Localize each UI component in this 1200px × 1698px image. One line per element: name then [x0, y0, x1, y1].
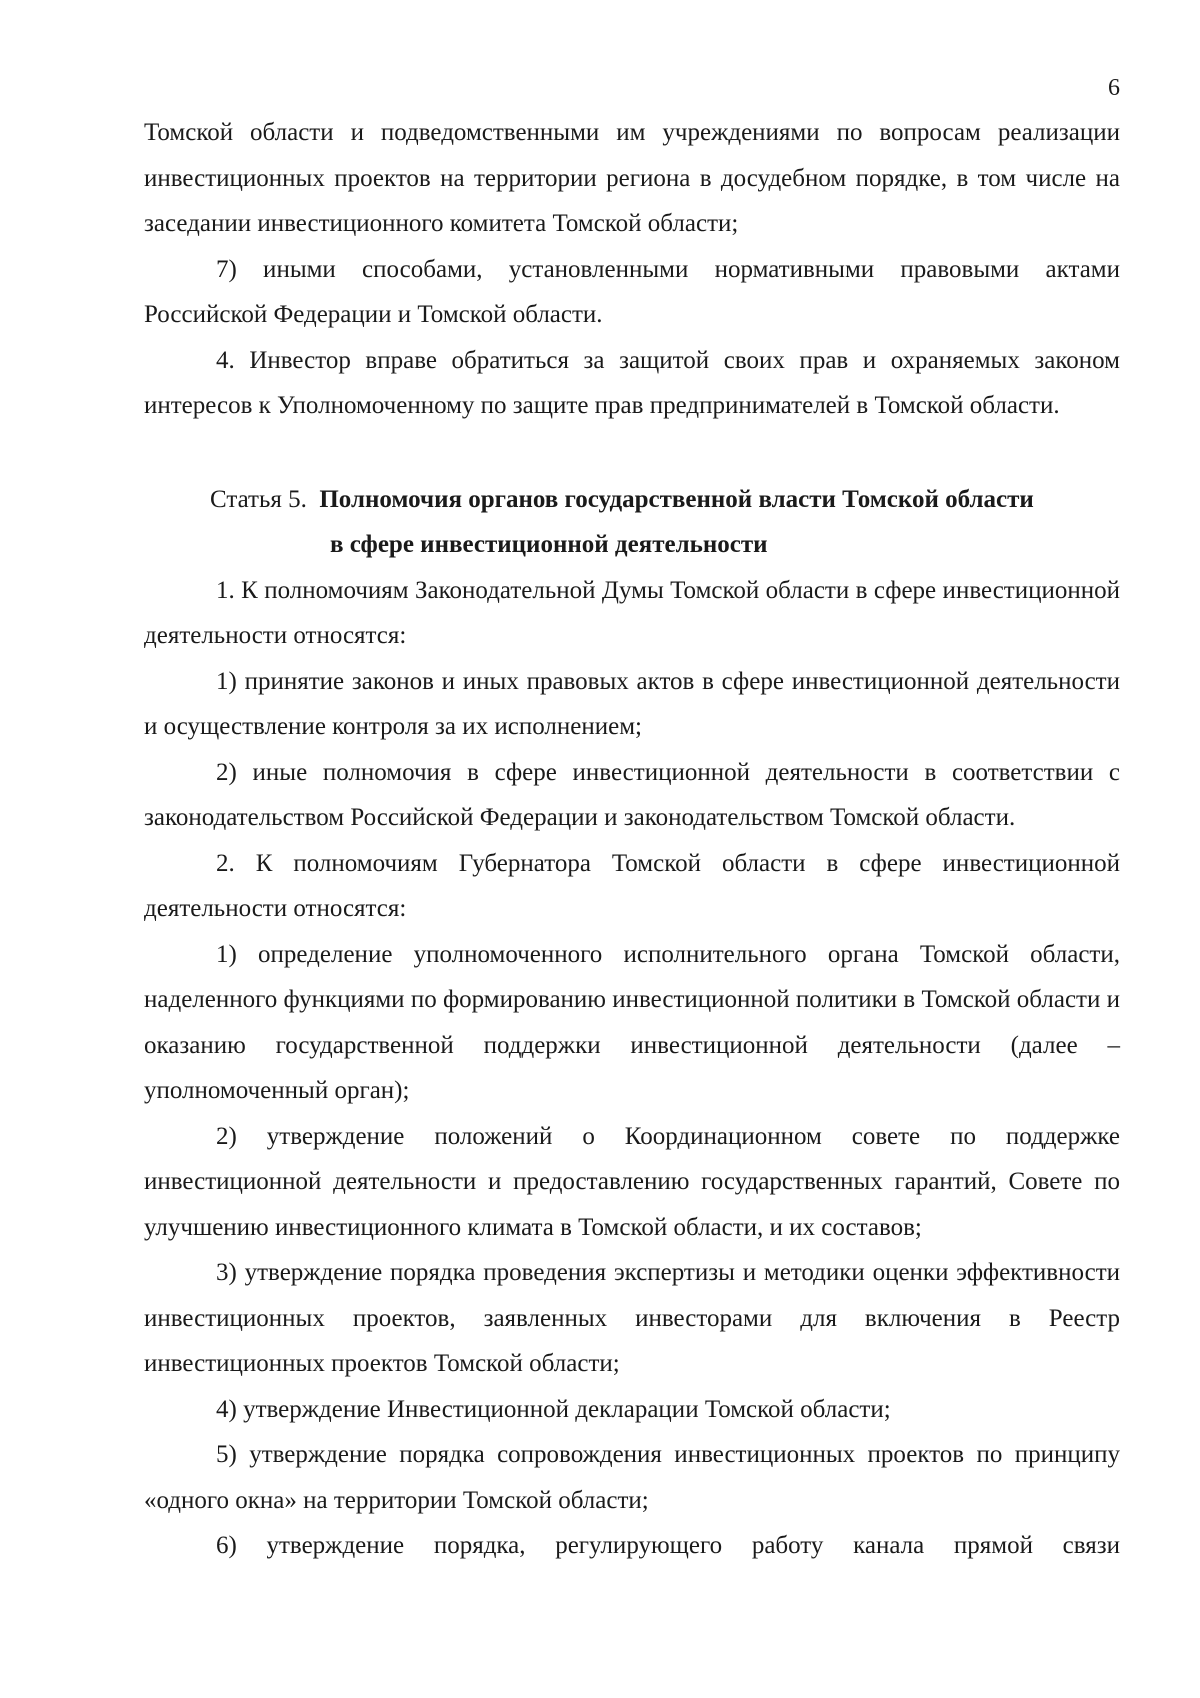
- paragraph: 2) утверждение положений о Координационном совете по поддержке инвестиционной деятельности и предоставлению государственных гарантий, Совете по улучшению инвестиционного климата в Томской области, и их составов;: [144, 1122, 1120, 1241]
- paragraph: Томской области и подведомственными им учреждениями по вопросам реализации инвестиционных проектов на территории региона в досудебном порядке, в том числе на заседании инвестиционного комитета Томской области;: [144, 119, 1120, 237]
- paragraph: 4. Инвестор вправе обратиться за защитой своих прав и охраняемых законом интересов к Уполномоченному по защите прав предпринимателей в Томской области.: [144, 346, 1120, 419]
- article-title-line-2: в сфере инвестиционной деятельности: [330, 531, 768, 558]
- paragraph: 2) иные полномочия в сфере инвестиционной деятельности в соответствии с законодательством Российской Федерации и законодательством Томской области.: [144, 758, 1120, 831]
- paragraphs-before-article: [144, 110, 1120, 429]
- paragraph: 4) утверждение Инвестиционной декларации Томской области;: [216, 1395, 891, 1423]
- paragraph: 1. К полномочиям Законодательной Думы Томской области в сфере инвестиционной деятельности относятся:: [144, 576, 1120, 649]
- article-number: Статья 5.: [210, 485, 307, 513]
- page-number: 6: [1108, 75, 1120, 101]
- paragraph: 7) иными способами, установленными нормативными правовыми актами Российской Федерации и Томской области.: [144, 255, 1120, 328]
- paragraph: 6) утверждение порядка, регулирующего работу канала прямой связи: [216, 1532, 1120, 1559]
- paragraph: 1) принятие законов и иных правовых актов в сфере инвестиционной деятельности и осуществление контроля за их исполнением;: [144, 667, 1120, 740]
- paragraph: 5) утверждение порядка сопровождения инвестиционных проектов по принципу «одного окна» на территории Томской области;: [144, 1441, 1120, 1514]
- paragraph: 2. К полномочиям Губернатора Томской области в сфере инвестиционной деятельности относятся:: [144, 849, 1120, 922]
- paragraph: 3) утверждение порядка проведения экспертизы и методики оценки эффективности инвестиционных проектов, заявленных инвесторами для включения в Реестр инвестиционных проектов Томской области;: [144, 1259, 1120, 1377]
- paragraphs-after-article: [144, 568, 1120, 1569]
- article-title-line-1: Полномочия органов государственной власти Томской области: [319, 485, 1034, 513]
- paragraph: 1) определение уполномоченного исполнительного органа Томской области, наделенного функциями по формированию инвестиционной политики в Томской области и оказанию государственной поддержки инвестиционной деятельности (далее – уполномоченный орган);: [144, 940, 1120, 1104]
- document-body: [144, 110, 1120, 1569]
- article-heading: [144, 477, 1120, 568]
